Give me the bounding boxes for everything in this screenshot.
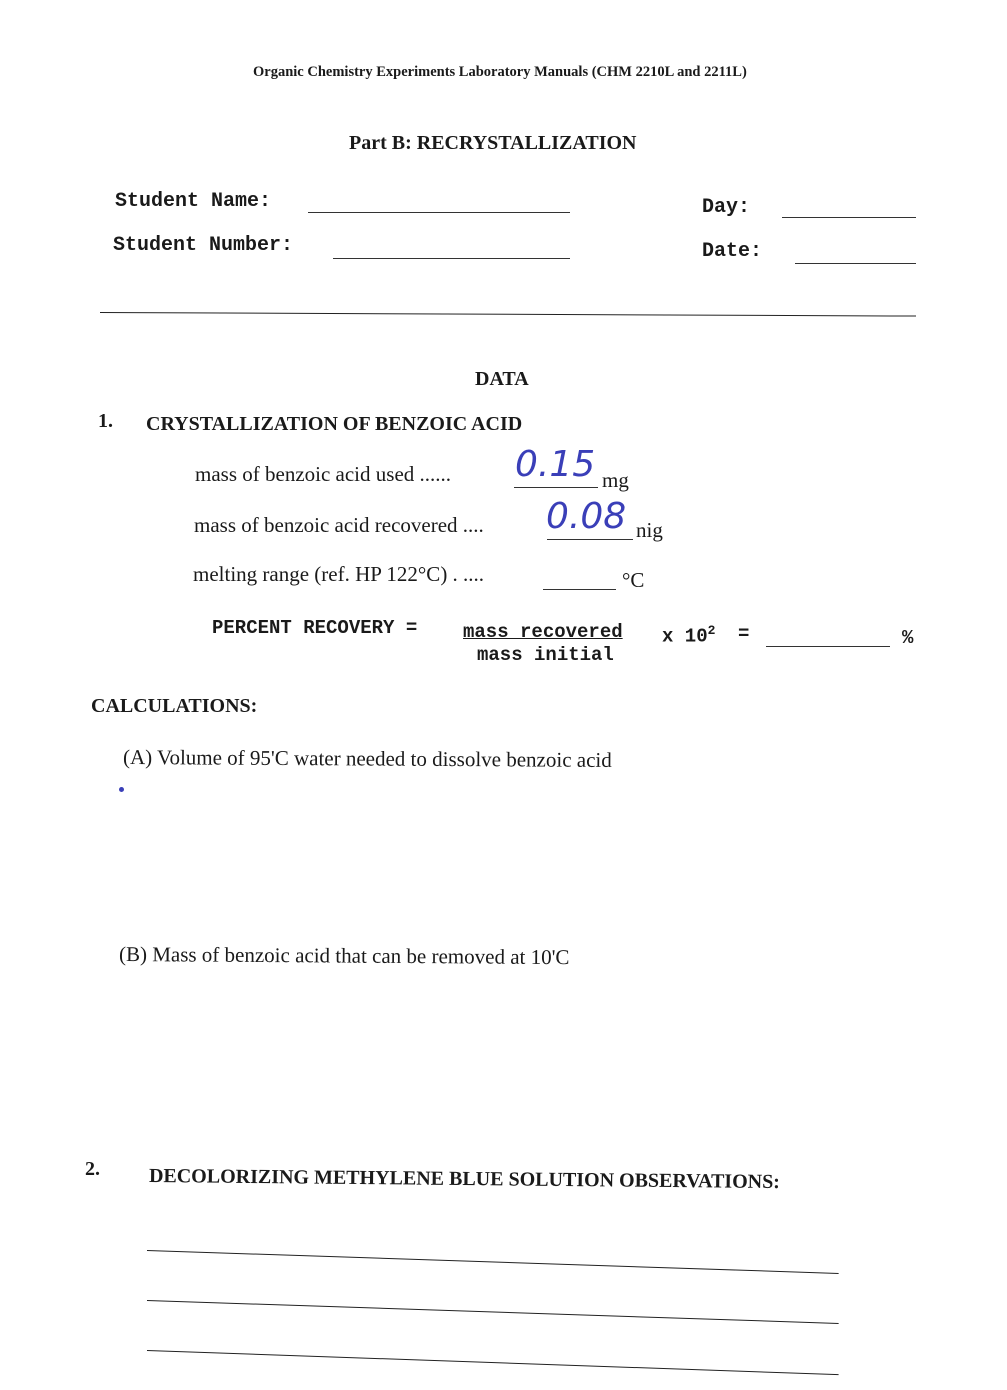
mass-recovered-unit: nig <box>636 518 663 542</box>
equals-sign: = <box>738 623 750 645</box>
section2-title: DECOLORIZING METHYLENE BLUE SOLUTION OBSERVATIONS: <box>148 1165 781 1194</box>
percent-sign: % <box>902 627 914 649</box>
fraction-denominator: mass initial <box>477 644 614 666</box>
header-divider <box>100 312 916 317</box>
student-number-label: Student Number: <box>113 234 294 257</box>
date-field[interactable] <box>795 263 916 264</box>
date-label: Date: <box>702 240 763 263</box>
mass-used-unit: mg <box>602 468 629 492</box>
calc-b-text: (B) Mass of benzoic acid that can be removed at 10'C <box>118 942 570 970</box>
observation-line-2[interactable] <box>147 1300 839 1324</box>
calculations-heading: CALCULATIONS: <box>91 695 258 717</box>
student-name-label: Student Name: <box>115 190 272 213</box>
ink-dot <box>119 787 124 792</box>
melting-range-unit: °C <box>622 568 645 592</box>
mass-recovered-label: mass of benzoic acid recovered .... <box>194 513 484 537</box>
q1-number: 1. <box>98 410 113 432</box>
observation-line-3[interactable] <box>147 1350 839 1375</box>
calc-a-text: (A) Volume of 95'C water needed to dissolve benzoic acid <box>122 745 612 772</box>
part-title: Part B: RECRYSTALLIZATION <box>349 132 637 154</box>
student-number-field[interactable] <box>333 258 570 259</box>
data-heading: DATA <box>475 368 529 390</box>
day-label: Day: <box>702 196 751 219</box>
manual-title: Organic Chemistry Experiments Laboratory Manuals (CHM 2210L and 2211L) <box>253 64 747 80</box>
student-name-field[interactable] <box>308 212 570 213</box>
melting-range-blank[interactable] <box>543 589 616 590</box>
mass-recovered-blank[interactable] <box>547 539 633 540</box>
mass-used-blank[interactable] <box>514 487 598 488</box>
times-ten-label: x 10 <box>662 625 708 648</box>
mass-used-value: 0.15 <box>515 444 596 485</box>
mass-used-label: mass of benzoic acid used ...... <box>195 462 452 486</box>
times-ten <box>662 623 715 647</box>
mass-recovered-value: 0.08 <box>546 496 627 537</box>
observation-line-1[interactable] <box>147 1250 839 1274</box>
exponent: 2 <box>707 623 716 638</box>
day-field[interactable] <box>782 217 916 218</box>
section2-number: 2. <box>85 1158 100 1180</box>
melting-range-label: melting range (ref. HP 122°C) . .... <box>193 562 485 586</box>
q1-title: CRYSTALLIZATION OF BENZOIC ACID <box>146 413 523 435</box>
fraction-numerator: mass recovered <box>463 621 623 643</box>
percent-recovery-blank[interactable] <box>766 646 890 647</box>
percent-recovery-label: PERCENT RECOVERY = <box>212 617 418 639</box>
